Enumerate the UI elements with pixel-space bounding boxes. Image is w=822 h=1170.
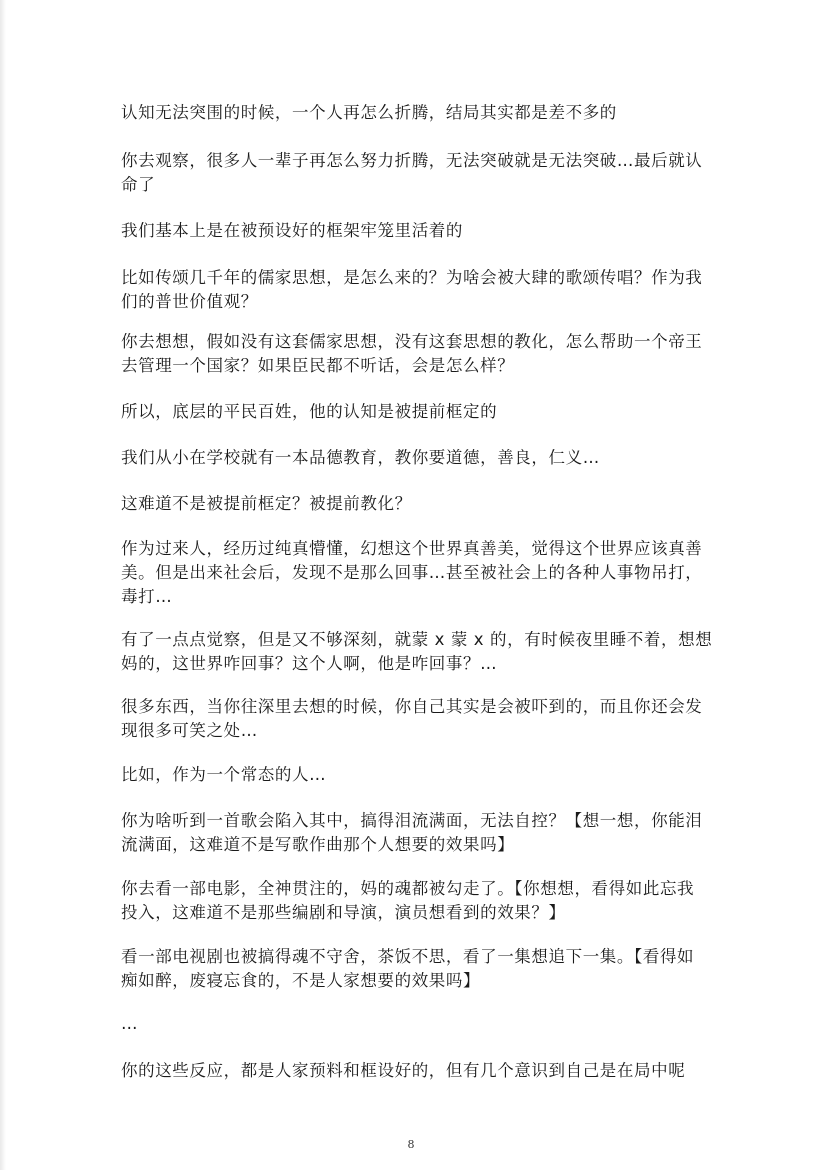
paragraph-2: 你去观察，很多人一辈子再怎么努力折腾，无法突破就是无法突破…最后就认 命了 [121,151,703,194]
paragraph-4: 比如传颂几千年的儒家思想，是怎么来的？为啥会被大肆的歌颂传唱？作为我 们的普世价值观？ [121,268,703,311]
paragraph-10: 有了一点点觉察，但是又不够深刻，就蒙 x 蒙 x 的，有时候夜里睡不着，想想 妈的，这世界咋回事？这个人啊，他是咋回事？… [121,630,713,673]
paragraph-3: 我们基本上是在被预设好的框架牢笼里活着的 [121,221,463,240]
paragraph-11: 很多东西，当你往深里去想的时候，你自己其实是会被吓到的，而且你还会发 现很多可笑之处… [121,697,703,740]
paragraph-15: 看一部电视剧也被搞得魂不守舍，茶饭不思，看了一集想追下一集。【看得如 痴如醉，废寝忘食的，不是人家想要的效果吗】 [121,947,695,990]
paragraph-6: 所以，底层的平民百姓，他的认知是被提前框定的 [121,402,498,421]
paragraph-17: 你的这些反应，都是人家预料和框设好的，但有几个意识到自己是在局中呢 [121,1061,686,1080]
paragraph-1: 认知无法突围的时候，一个人再怎么折腾，结局其实都是差不多的 [121,103,617,122]
paragraph-14: 你去看一部电影，全神贯注的，妈的魂都被勾走了。【你想想，看得如此忘我 投入，这难道不是那些编剧和导演，演员想看到的效果？】 [121,879,695,922]
paragraph-9: 作为过来人，经历过纯真懵懂，幻想这个世界真善美，觉得这个世界应该真善 美。但是出来社会后，发现不是那么回事…甚至被社会上的各种人事物吊打， 毒打… [121,539,703,606]
paragraph-13: 你为啥听到一首歌会陷入其中，搞得泪流满面，无法自控？【想一想，你能泪 流满面，这难道不是写歌作曲那个人想要的效果吗】 [121,811,703,854]
paragraph-12: 比如，作为一个常态的人… [121,765,327,784]
page-number: 8 [407,1138,415,1151]
paragraph-5: 你去想想，假如没有这套儒家思想，没有这套思想的教化，怎么帮助一个帝王 去管理一个国家？如果臣民都不听话，会是怎么样？ [121,332,703,375]
paragraph-16: … [121,1014,139,1033]
scan-edge-shadow [0,0,6,1170]
paragraph-8: 这难道不是被提前框定？被提前教化？ [121,494,412,513]
paragraph-7: 我们从小在学校就有一本品德教育，教你要道德，善良，仁义… [121,448,600,467]
